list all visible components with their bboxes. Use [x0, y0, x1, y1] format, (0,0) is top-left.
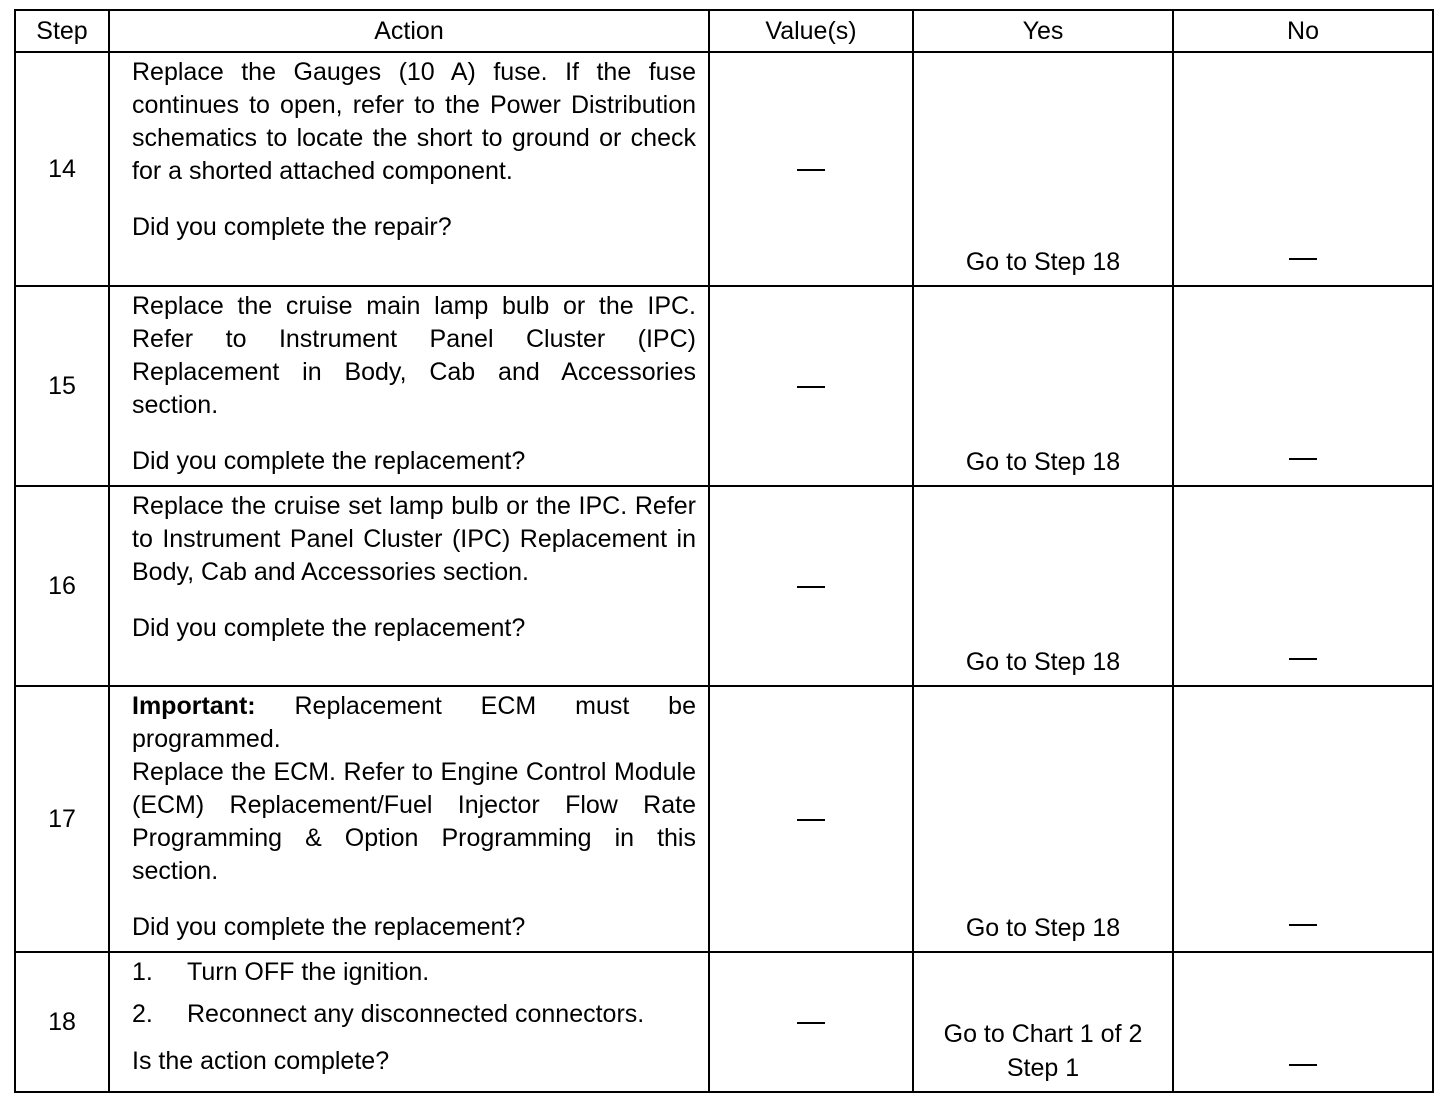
list-item-text: Turn OFF the ignition.: [187, 958, 430, 986]
table-row-step-17: [15, 686, 1433, 952]
value-cell: [709, 486, 913, 686]
header-action: Action: [109, 10, 709, 52]
dash-mark: [1289, 458, 1317, 460]
value-cell: [709, 286, 913, 486]
yes-line-1: Go to Chart 1 of 2: [943, 1020, 1143, 1048]
value-cell: [709, 52, 913, 286]
action-text: Replace the ECM. Refer to Engine Control Module (ECM) Replacement/Fuel Injector Flow Rate Programming & Option Programming in this section.: [132, 758, 696, 885]
action-text: Replace the cruise main lamp bulb or the IPC. Refer to Instrument Panel Cluster (IPC) Replacement in Body, Cab and Accessories section.: [132, 292, 696, 419]
dash-mark: [797, 819, 825, 821]
important-note: [132, 690, 696, 756]
no-cell: [1173, 686, 1433, 952]
step-number: 18: [15, 952, 109, 1092]
action-question: Is the action complete?: [132, 1047, 390, 1075]
no-cell: [1173, 952, 1433, 1092]
step-number: 17: [15, 686, 109, 952]
dash-mark: [797, 169, 825, 171]
value-cell: [709, 952, 913, 1092]
yes-cell: Go to Step 18: [913, 486, 1173, 686]
list-item-number: 1.: [132, 958, 153, 986]
action-question: Did you complete the repair?: [132, 213, 452, 241]
step-number: 16: [15, 486, 109, 686]
header-step: Step: [15, 10, 109, 52]
action-list: [132, 956, 696, 1031]
action-text: Replace the Gauges (10 A) fuse. If the fuse continues to open, refer to the Power Distribution schematics to locate the short to ground or check for a shorted attached component.: [132, 58, 696, 185]
action-question: Did you complete the replacement?: [132, 614, 526, 642]
table-row-step-14: [15, 52, 1433, 286]
action-cell: [109, 286, 709, 486]
list-item: [132, 956, 696, 989]
header-row: [15, 10, 1433, 52]
yes-cell: Go to Step 18: [913, 286, 1173, 486]
list-item-number: 2.: [132, 1000, 153, 1028]
action-cell: [109, 52, 709, 286]
dash-mark: [1289, 1064, 1317, 1066]
dash-mark: [797, 1022, 825, 1024]
list-item: [132, 998, 696, 1031]
dash-mark: [797, 586, 825, 588]
step-number: 15: [15, 286, 109, 486]
header-no: No: [1173, 10, 1433, 52]
important-text: Replacement ECM must be programmed.: [132, 692, 696, 753]
important-label: Important:: [132, 692, 256, 720]
yes-line-2: Step 1: [1006, 1054, 1080, 1082]
diagnostic-table: [14, 9, 1434, 1093]
action-text: Replace the cruise set lamp bulb or the IPC. Refer to Instrument Panel Cluster (IPC) Replacement in Body, Cab and Accessories section.: [132, 492, 696, 586]
action-question: Did you complete the replacement?: [132, 447, 526, 475]
list-item-text: Reconnect any disconnected connectors.: [187, 1000, 645, 1028]
action-question: Did you complete the replacement?: [132, 913, 526, 941]
yes-cell: Go to Step 18: [913, 52, 1173, 286]
dash-mark: [1289, 658, 1317, 660]
action-cell: [109, 952, 709, 1092]
dash-mark: [1289, 924, 1317, 926]
no-cell: [1173, 286, 1433, 486]
value-cell: [709, 686, 913, 952]
table-row-step-18: [15, 952, 1433, 1092]
header-values: Value(s): [709, 10, 913, 52]
action-cell: [109, 686, 709, 952]
table-row-step-16: [15, 486, 1433, 686]
action-cell: [109, 486, 709, 686]
yes-cell: [913, 952, 1173, 1092]
dash-mark: [797, 386, 825, 388]
dash-mark: [1289, 258, 1317, 260]
table-row-step-15: [15, 286, 1433, 486]
no-cell: [1173, 52, 1433, 286]
yes-cell: Go to Step 18: [913, 686, 1173, 952]
no-cell: [1173, 486, 1433, 686]
header-yes: Yes: [913, 10, 1173, 52]
step-number: 14: [15, 52, 109, 286]
